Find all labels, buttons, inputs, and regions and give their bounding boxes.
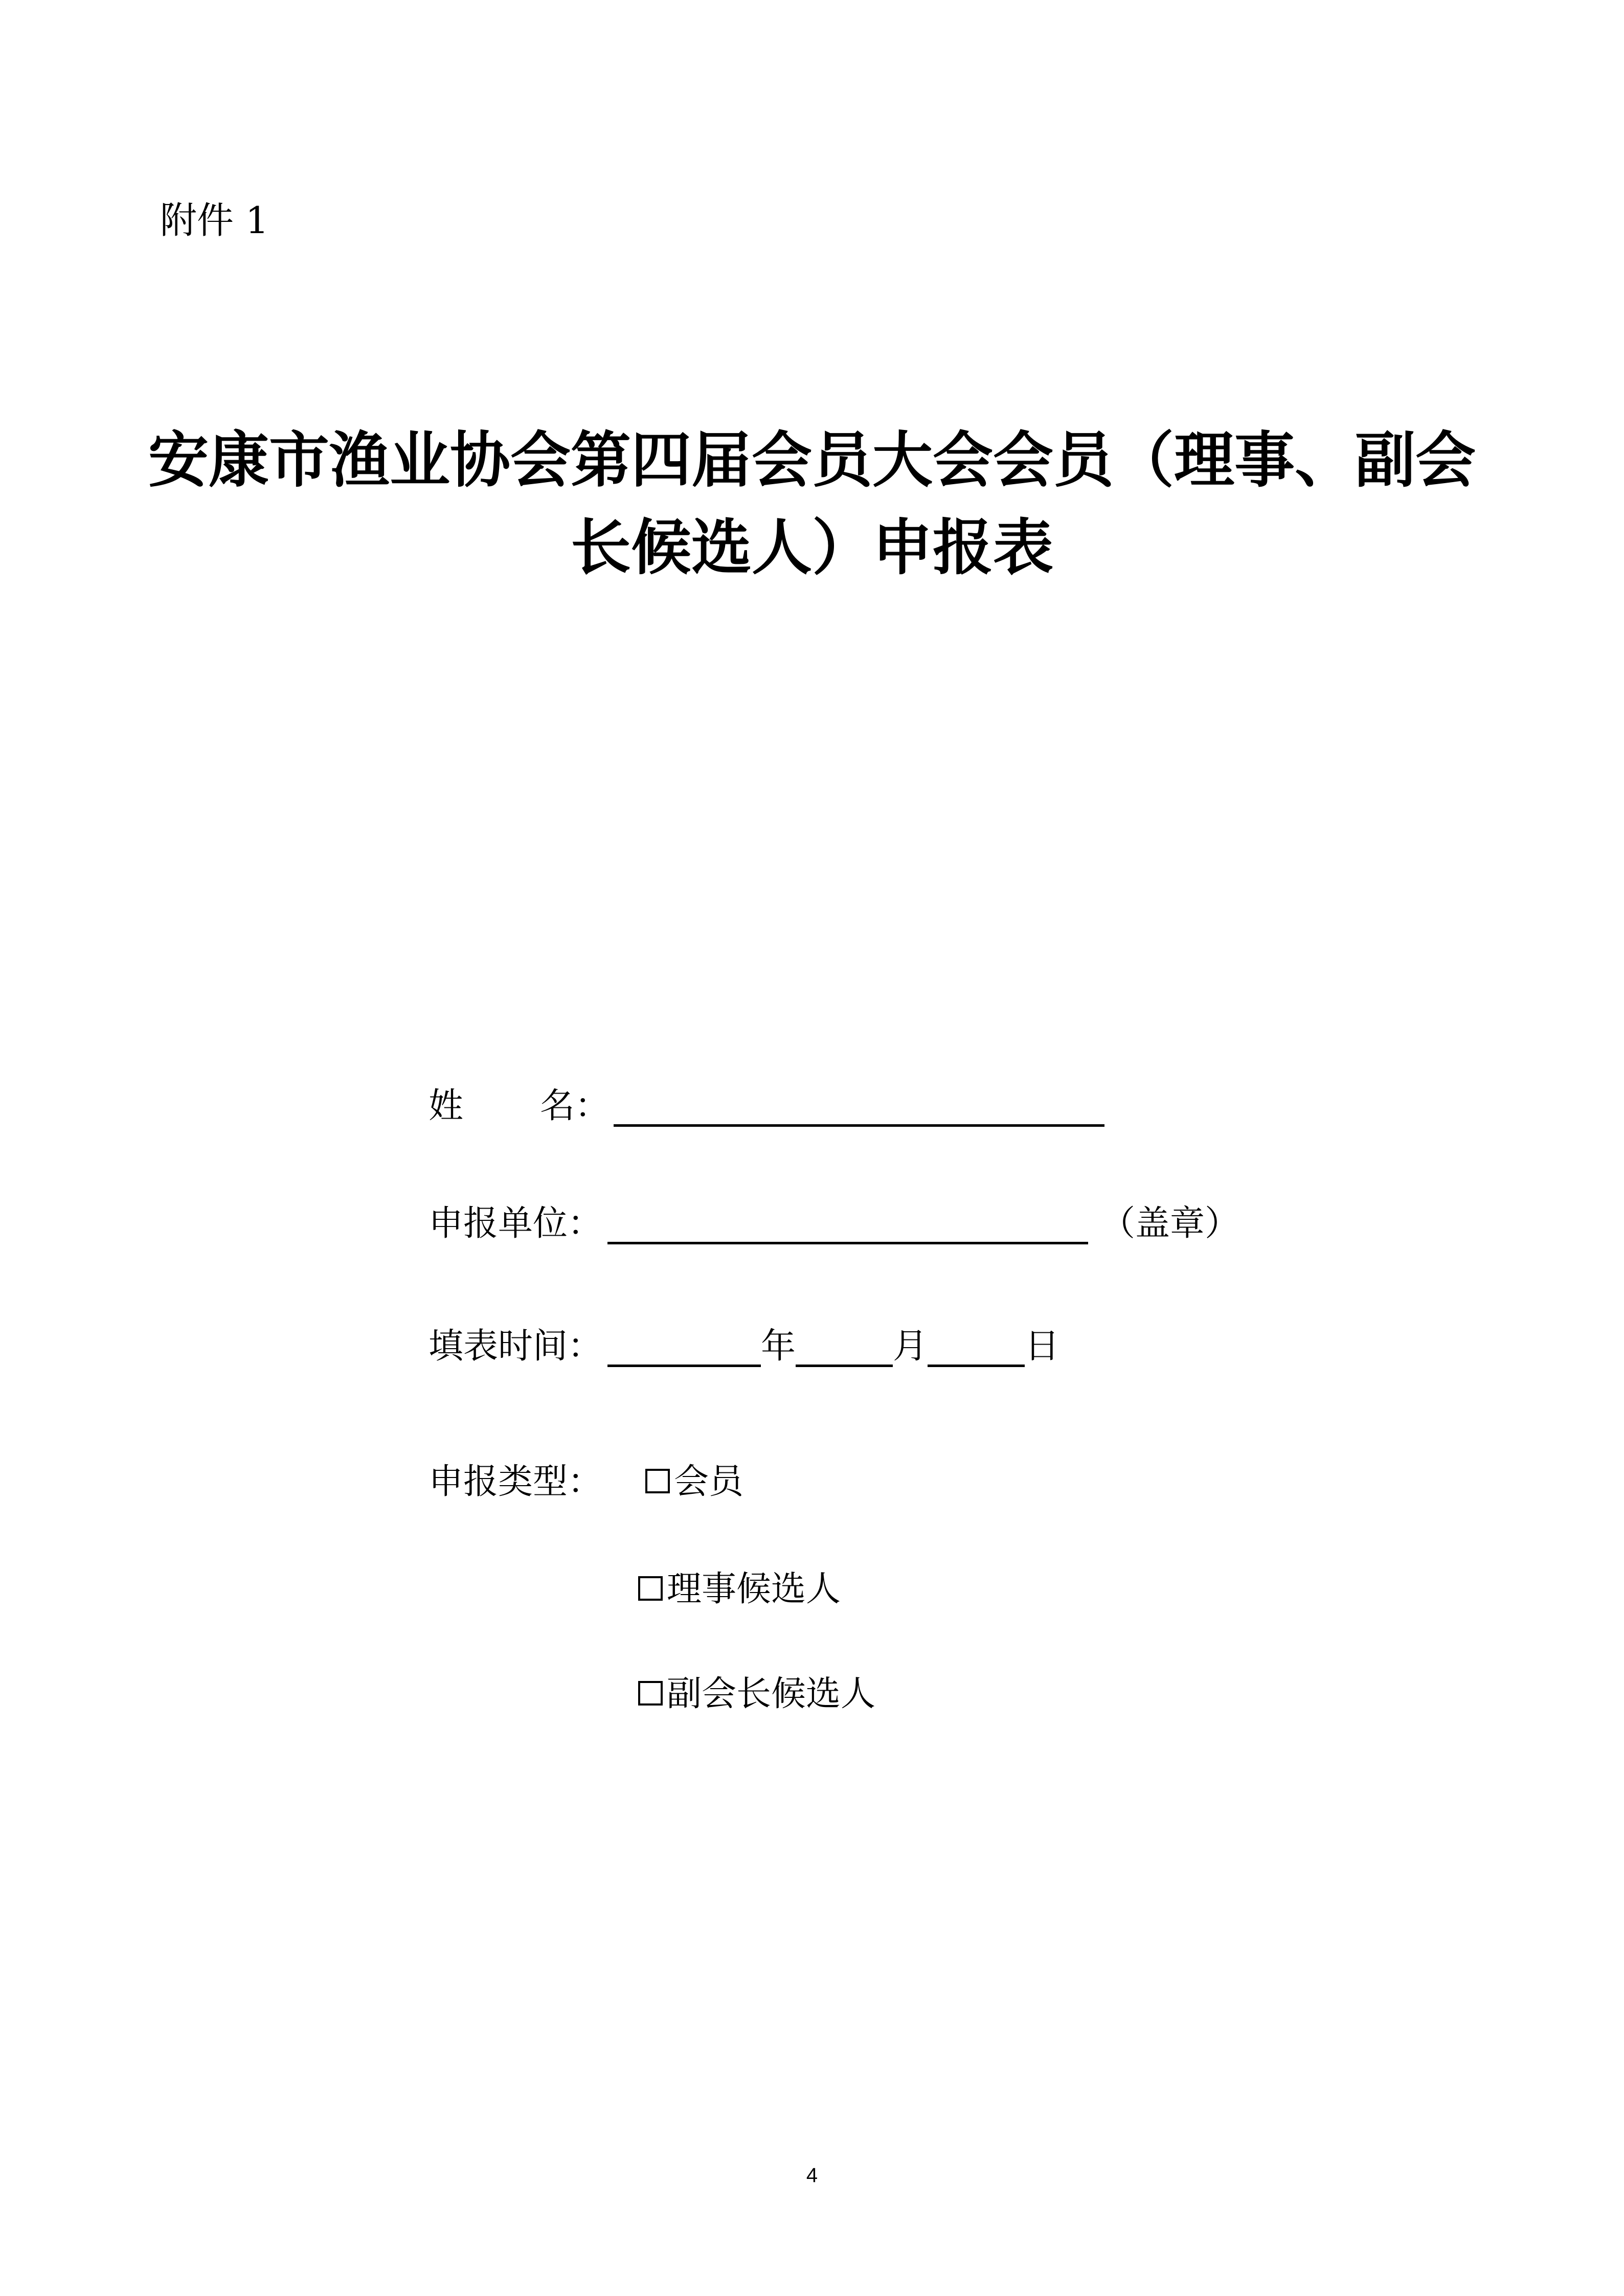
date-row [428,1326,1060,1367]
type-label: 申报类型： [428,1462,603,1502]
option-vice-president-candidate[interactable] [638,1674,876,1714]
unit-label: 申报单位： [428,1203,603,1244]
option-director-candidate[interactable] [638,1569,841,1609]
date-label: 填表时间： [428,1326,603,1367]
unit-field[interactable] [607,1211,1088,1244]
checkbox-icon[interactable] [645,1469,670,1493]
attachment-label: 附件 1 [160,199,269,242]
title-line-1: 安康市渔业协会第四届会员大会会员（理事、副会 [148,425,1476,495]
checkbox-icon[interactable] [638,1576,663,1601]
name-field[interactable] [614,1094,1104,1127]
month-label: 月 [893,1326,928,1367]
day-label: 日 [1025,1326,1060,1367]
option-director-candidate-label: 理事候选人 [667,1569,841,1609]
page-number: 4 [806,2164,818,2187]
seal-note: （盖章） [1100,1203,1240,1244]
option-vice-president-candidate-label: 副会长候选人 [667,1674,876,1714]
option-member-label: 会员 [674,1462,744,1502]
option-member[interactable] [645,1462,744,1502]
year-field[interactable] [607,1334,761,1367]
checkbox-icon[interactable] [638,1681,663,1706]
document-title [148,417,1476,592]
day-field[interactable] [928,1334,1025,1367]
name-label: 姓 名： [428,1086,610,1126]
title-line-2: 长候选人）申报表 [570,512,1053,583]
name-row [428,1086,1104,1126]
year-label: 年 [761,1326,796,1367]
type-row [428,1462,603,1502]
month-field[interactable] [796,1334,893,1367]
unit-row [428,1203,1240,1244]
